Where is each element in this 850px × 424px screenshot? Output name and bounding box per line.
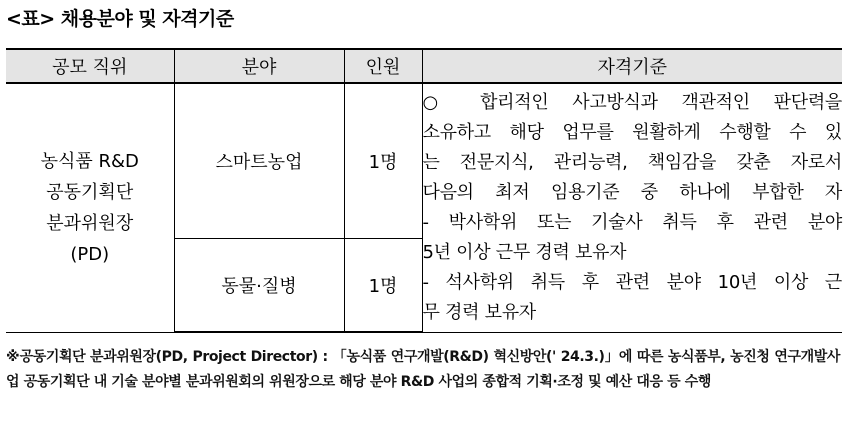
qualification-line: - 석사학위 취득 후 관련 분야 10년 이상 근 [422, 271, 842, 293]
header-qualification: 자격기준 [422, 49, 842, 83]
count-cell: 1명 [344, 83, 422, 239]
qualification-line: - 박사학위 또는 기술사 취득 후 관련 분야 [422, 211, 842, 233]
field-cell: 스마트농업 [174, 83, 344, 239]
table-title: <표> 채용분야 및 자격기준 [6, 8, 234, 30]
qualification-line: ○ 합리적인 사고방식과 객관적인 판단력을 [422, 91, 842, 113]
table-header-row [6, 49, 842, 83]
header-count: 인원 [344, 49, 422, 83]
qualification-cell [422, 83, 842, 332]
qualification-line: 소유하고 해당 업무를 원활하게 수행할 수 있 [422, 121, 842, 143]
qualification-line: 무 경력 보유자 [422, 301, 536, 323]
recruitment-table [6, 48, 842, 333]
position-line: 농식품 R&D [40, 150, 139, 172]
header-field: 분야 [174, 49, 344, 83]
footnote: ※공동기획단 분과위원장(PD, Project Director) : 「농식품 연구개발(R&D) 혁신방안(' 24.3.)」에 따른 농식품부, 농진청 연구개발사업 공동기획단 내 기술 분야별 분과위원회의 위원장으로 해당 분야 R&D 사업의 종합적 기획·조정 및 예산 대응 등 수행 [6, 349, 840, 390]
qualification-line: 는 전문지식, 관리능력, 책임감을 갖춘 자로서 [422, 151, 842, 173]
qualification-line: 다음의 최저 임용기준 중 하나에 부합한 자 [422, 181, 842, 203]
position-line: 분과위원장 [46, 212, 134, 234]
header-position: 공모 직위 [6, 49, 174, 83]
qualification-line: 5년 이상 근무 경력 보유자 [422, 241, 627, 263]
count-cell: 1명 [344, 239, 422, 333]
position-cell [6, 83, 174, 332]
position-line: (PD) [70, 243, 110, 265]
position-line: 공동기획단 [46, 181, 134, 203]
table-row [6, 83, 842, 239]
field-cell: 동물·질병 [174, 239, 344, 333]
